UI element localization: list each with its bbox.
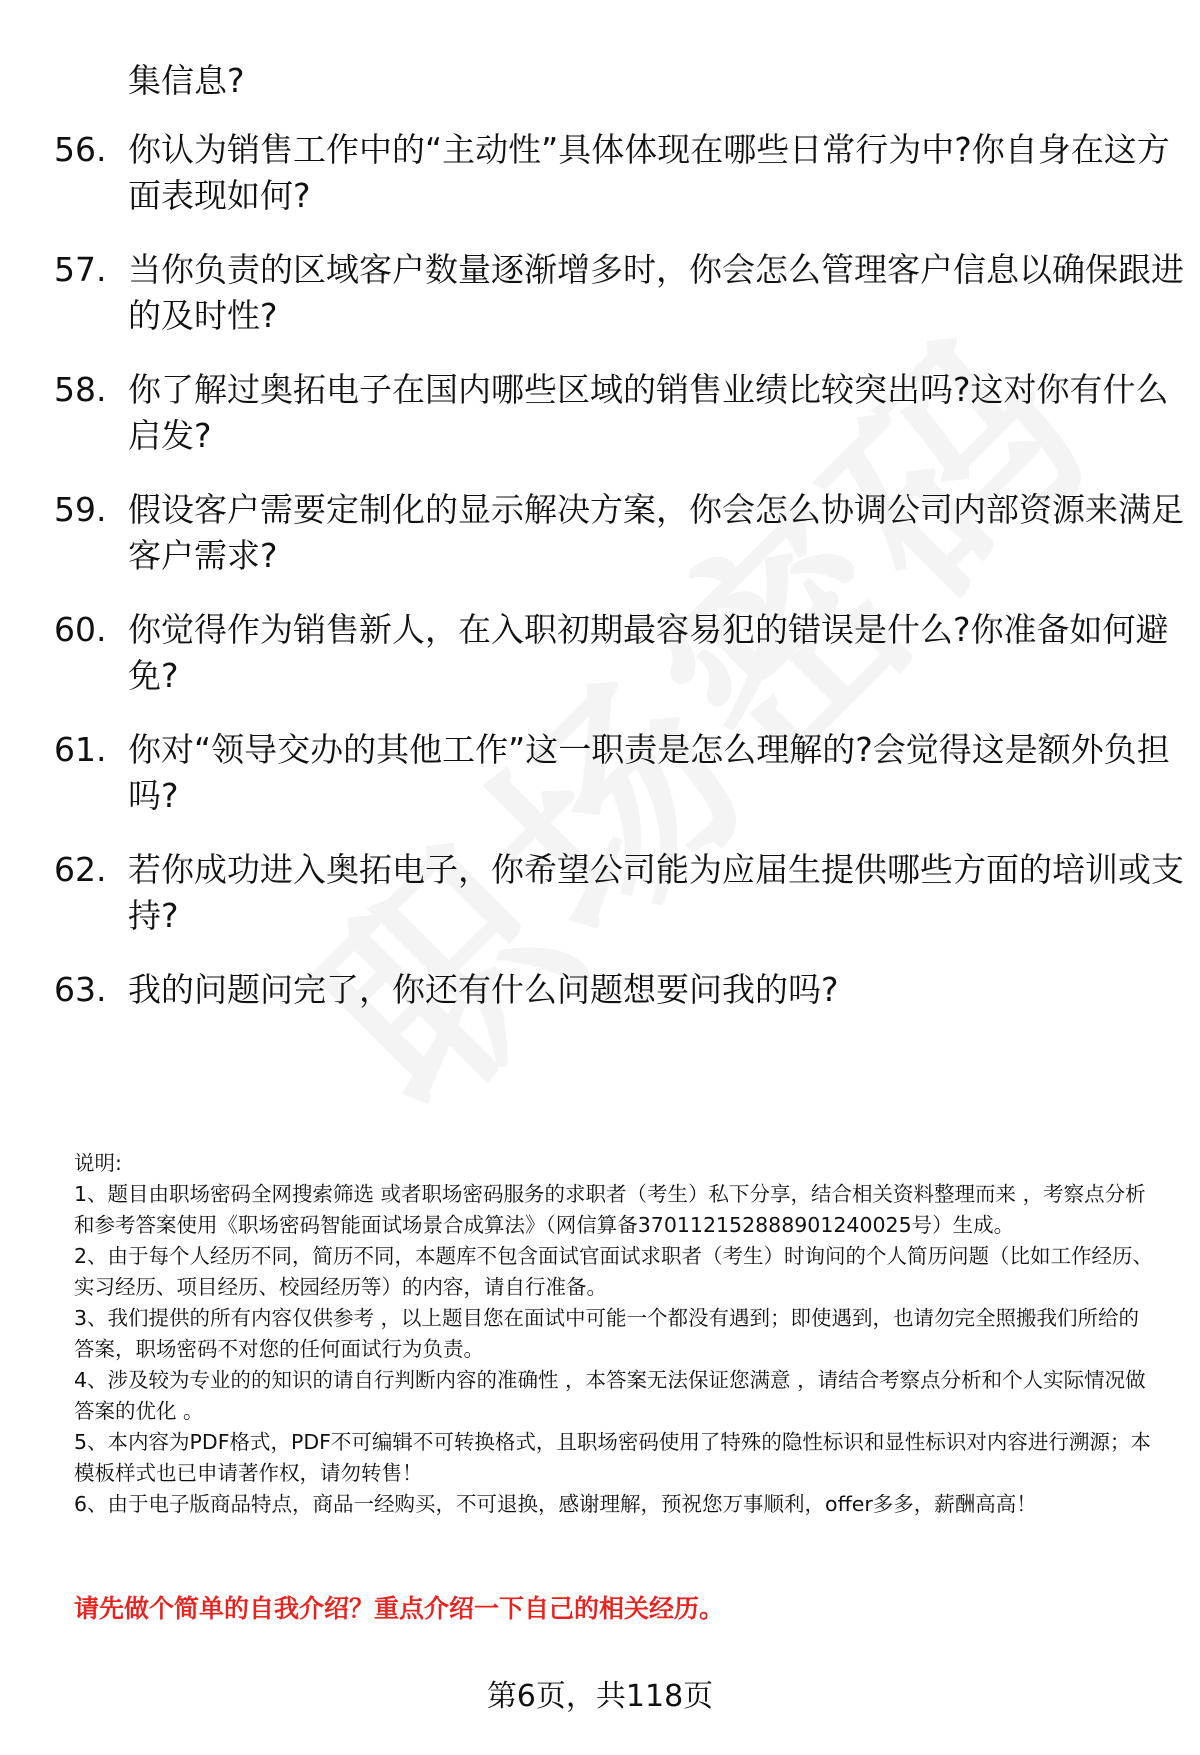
notes-item: 2、由于每个人经历不同，简历不同，本题库不包含面试官面试求职者（考生）时询问的个人简历问题（比如工作经历、实习经历、项目经历、校园经历等）的内容，请自行准备。 xyxy=(74,1244,1154,1299)
question-number: 56. xyxy=(54,130,107,169)
question-number: 61. xyxy=(54,730,107,769)
question-text: 假设客户需要定制化的显示解决方案，你会怎么协调公司内部资源来满足客户需求? xyxy=(128,490,1184,575)
notes-item: 5、本内容为PDF格式，PDF不可编辑不可转换格式，且职场密码使用了特殊的隐性标识和显性标识对内容进行溯源；本模板样式也已申请著作权，请勿转售！ xyxy=(74,1430,1151,1485)
question-text: 你了解过奥拓电子在国内哪些区域的销售业绩比较突出吗?这对你有什么启发? xyxy=(128,370,1169,455)
question-number: 58. xyxy=(54,370,107,409)
question-text: 当你负责的区域客户数量逐渐增多时，你会怎么管理客户信息以确保跟进的及时性? xyxy=(128,250,1184,335)
notes-item: 6、由于电子版商品特点，商品一经购买，不可退换，感谢理解，预祝您万事顺利，offer多多，薪酬高高！ xyxy=(74,1492,1037,1516)
question-text: 你认为销售工作中的“主动性”具体体现在哪些日常行为中?你自身在这方面表现如何? xyxy=(128,130,1170,215)
question-number: 62. xyxy=(54,850,107,889)
page-footer: 第6页，共118页 xyxy=(486,1679,714,1714)
question-text: 我的问题问完了，你还有什么问题想要问我的吗? xyxy=(128,970,839,1009)
notes-section xyxy=(74,1148,1159,1520)
notes-item: 3、我们提供的所有内容仅供参考 ，以上题目您在面试中可能一个都没有遇到；即使遇到，也请勿完全照搬我们所给的答案，职场密码不对您的任何面试行为负责。 xyxy=(74,1306,1140,1361)
question-number: 63. xyxy=(54,970,107,1009)
question-text: 你觉得作为销售新人，在入职初期最容易犯的错误是什么?你准备如何避免? xyxy=(128,610,1169,695)
question-text: 若你成功进入奥拓电子，你希望公司能为应届生提供哪些方面的培训或支持? xyxy=(128,850,1184,935)
question-continuation: 集信息? xyxy=(128,61,245,100)
question-text: 你对“领导交办的其他工作”这一职责是怎么理解的?会觉得这是额外负担吗? xyxy=(128,730,1170,815)
notes-item: 1、题目由职场密码全网搜索筛选 或者职场密码服务的求职者（考生）私下分享，结合相关资料整理而来 ，考察点分析和参考答案使用《职场密码智能面试场景合成算法》（网信算备370112152888901240025号）生成。 xyxy=(74,1182,1146,1237)
question-number: 60. xyxy=(54,610,107,649)
highlight-prompt: 请先做个简单的自我介绍？重点介绍一下自己的相关经历。 xyxy=(74,1594,725,1623)
notes-title: 说明: xyxy=(74,1151,122,1175)
notes-item: 4、涉及较为专业的的知识的请自行判断内容的准确性 ，本答案无法保证您满意 ，请结合考察点分析和个人实际情况做答案的优化 。 xyxy=(74,1368,1146,1423)
question-number: 57. xyxy=(54,250,107,289)
question-number: 59. xyxy=(54,490,107,529)
